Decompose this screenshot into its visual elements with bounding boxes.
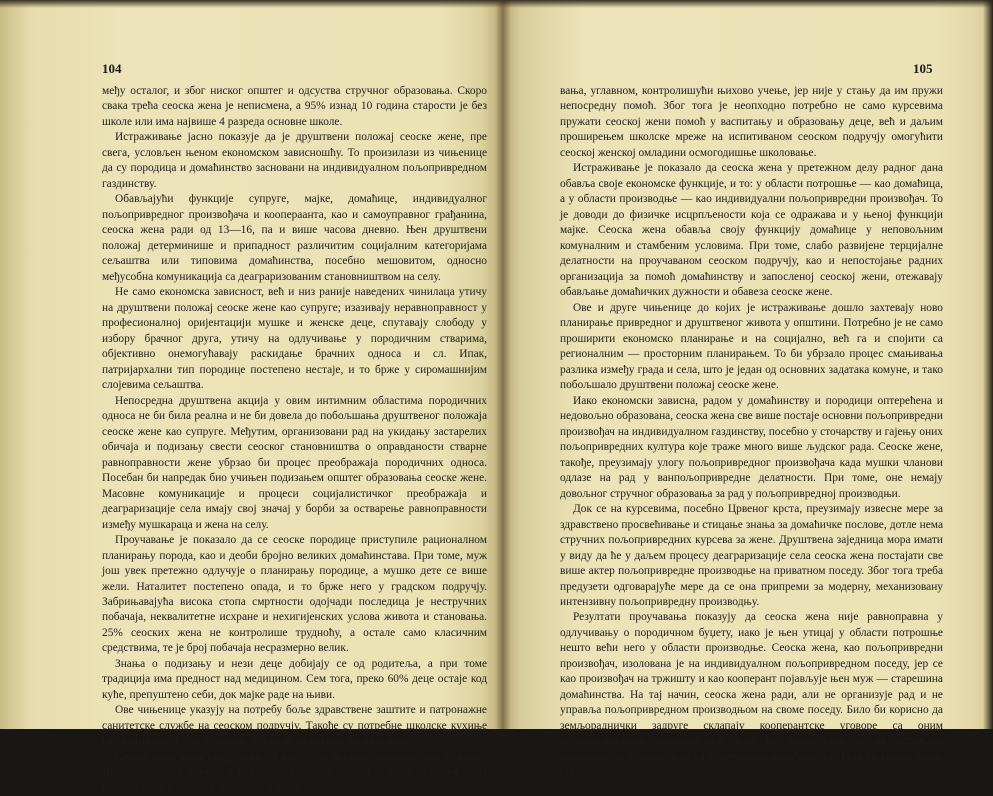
- paragraph: међу осталог, и због ниског општег и одсуства стручног образовања. Скоро свака трећа сеоска жена је неписмена, а 95% изнад 10 година старости је без школе или има највише 4 разреда основне школе.: [102, 85, 487, 128]
- paragraph: Док се на курсевима, посебно Црвеног крста, преузимају извесне мере за здравствено просвећивање и стицање знања за домаћичке послове, дотле нема стручних пољопривредних курсева за жене. Друштвена заједница мора имати у виду да ће у даљем процесу деаграризације села сеоска жена постајати све више актер пољопривредне производње на приватном поседу. Због тога треба предузети одговарајуће мере да се она припреми за модерну, механизовану интензивну пољопривредну производњу.: [560, 503, 943, 608]
- paragraph: вања, углавном, контролишући њихово учење, јер није у стању да им пружи непосредну помоћ. Због тога је неопходно потребно не само курсевима пружати сеоској жени помоћ у васпитању и образовању деце, већ и даљим проширењем школске мреже на испитиваном сеоском подручју омогућити сеоској женској омладини осмогодишње школовање.: [560, 85, 943, 159]
- page-number: 104: [102, 61, 122, 76]
- paragraph: Ове и друге чињенице до којих је истраживање дошло захтевају ново планирање привредног и друштвеног живота у општини. Потребно је не само проширити економско планирање и на социјално, већ га и спојити са регионалним — просторним планирањем. То би убрзало процес смањивања разлика између града и села, што је један од основних задатака комуне, и тако побољшало друштвени положај сеоске жене.: [560, 301, 943, 392]
- paragraph: Знања о подизању и нези деце добијају се од родитеља, а при томе традиција има предност над медицином. Сем тога, преко 60% деце остаје код куће, препуштено себи, док мајке раде на њиви.: [102, 657, 487, 701]
- body-text: [560, 84, 943, 781]
- paragraph: Сеоске жене врше своју дужност васпитача неквалификовано, под утицајем традиционалних схватања и репродукујући властити положај. Сеоска жена помаже деци у процесу школовања и образо-: [102, 750, 487, 794]
- scan-top-edge: [0, 0, 993, 8]
- paragraph: Не само економска зависност, већ и низ раније наведених чинилаца утичу на друштвени положај сеоске жене као супруге; изазивају неравноправност у професионалној оријентацији мушке и женске деце, спутавају слободу у избору брачног друга, утичу на одлучивање у породичним стварима, објективно онемогућавају раскидање брачних односа и сл. Ипак, патријархални тип породице постепено нестаје, и то брже у сиромашнијим слојевима сељаштва.: [102, 286, 487, 392]
- paragraph: Истраживање је показало да сеоска жена у претежном делу радног дана обавља своје економске функције, и то: у области потрошње — као домаћица, а у области производње — као индивидуални пољопривредни произвођач. То је доводи до физичке исцрпљености која се одражава и у њеној функцији мајке. Сеоска жена обавља своју функцију домаћице у неповољним комуналним и стамбеним условима. При томе, слабо развијене терцијалне делатности на проучаваном сеоском подручју, као и непостојање радних организација за помоћ домаћинству и запосленој сеоској жени, отежавају обављање домаћичких дужности и обавеза сеоске жене.: [560, 162, 943, 299]
- scan-right-edge: [983, 0, 993, 729]
- paragraph: Ове чињенице указују на потребу боље здравствене заштите и патронажне санитетске службе на сеоском подручју. Такође су потребне школске кухиње на селима као и, бар сезонске, установе за дневни боравак деце.: [102, 704, 487, 748]
- paragraph: Резултати проучавања показују да сеоска жена није равноправна у одлучивању о породичном буџету, иако је њен утицај у области потрошње нешто већи него у области производње. Сеоска жена, као пољопривредни произвођач, изолована је на индивидуалном пољопривредном поседу, јер се као произвођач на тржишту и као кооперант појављује њен муж — старешина домаћинства. На тај начин, сеоска жена ради, али не организује рад и не управља пољопривредном производњом на своме поседу. Било би корисно да земљораднички задруге склапају кооперантске уговоре са оним пољопривредним произвођачем који не непосредно и да испуњава кооперантске обавезе, а не са старешином домаћинства. Тада би сеоска жена, сту-: [560, 611, 943, 779]
- right-page: [503, 0, 993, 779]
- paragraph: Истраживање јасно показује да је друштвени положај сеоске жене, пре свега, условљен њеном економском зависношћу. То произилази из чињенице да су породица и домаћинство засновани на индивидуалном пољопривредном газдинству.: [102, 131, 487, 190]
- paragraph: Обављајући функције супруге, мајке, домаћице, индивидуалног пољопривредног произвођача и коопераанта, као и самоуправног грађанина, сеоска жена ради од 13—16, па и више часова дневно. Њен друштвени положај детерминише и припадност различитим социјалним категоријама сељаштва или типовима домаћинства, посебно мешовитом, односно међусобна комуникација са деаграризованим становништвом на селу.: [102, 193, 487, 283]
- paragraph: Непосредна друштвена акција у овим интимним областима породичних односа не би била реална и не би довела до побољшања друштвеног положаја сеоске жене као супруге. Међутим, организовани рад на укидању застарелих обичаја и подизању свести сеоског становништва о оправданости стварне равноправности жене убрзао би процес преображаја породичних односа. Посебан би напредак био учињен подизањем општег образовања сеоске жене. Масовне комуникације и процеси социјалистичког преображаја и деаграризације села имају свој значај у борби за остварење равноправности између мушкараца и жена на селу.: [102, 394, 487, 531]
- paragraph: Проучавање је показало да се сеоске породице приступиле рационалном планирању порода, као и деоби бројно великих домаћинстава. При томе, муж још увек претежно одлучује о планирању породице, а мушко дете се више жели. Наталитет постепено опада, и то брже него у градском подручју. Забрињавајућа висока стопа смртности одојчади последица је нестручних побачаја, неквалитетне исхране и нехигијенских услова живота и становања. 25% сеоских жена не контролише трудноћу, а остале само класичним средствима, те је број побачаја несразмерно велик.: [102, 534, 487, 655]
- body-text: [102, 84, 487, 796]
- page-number: 105: [913, 61, 933, 76]
- paragraph: Иако економски зависна, радом у домаћинству и породици оптерећена и недовољно образована, сеоска жена све више постаје основни пољопривредни произвођач на индивидуалном газдинству, посебно у сточарству и гајењу оних пољопривредних култура које траже много више људског рада. Сеоске жене, такође, преузимају улогу пољопривредног произвођача када мушки чланови одлазе на рад у ванпољопривредне делатности. При томе, оне немају довољног стручног образовања за рад у пољопривредној производњи.: [560, 394, 943, 500]
- book-gutter: [495, 0, 511, 729]
